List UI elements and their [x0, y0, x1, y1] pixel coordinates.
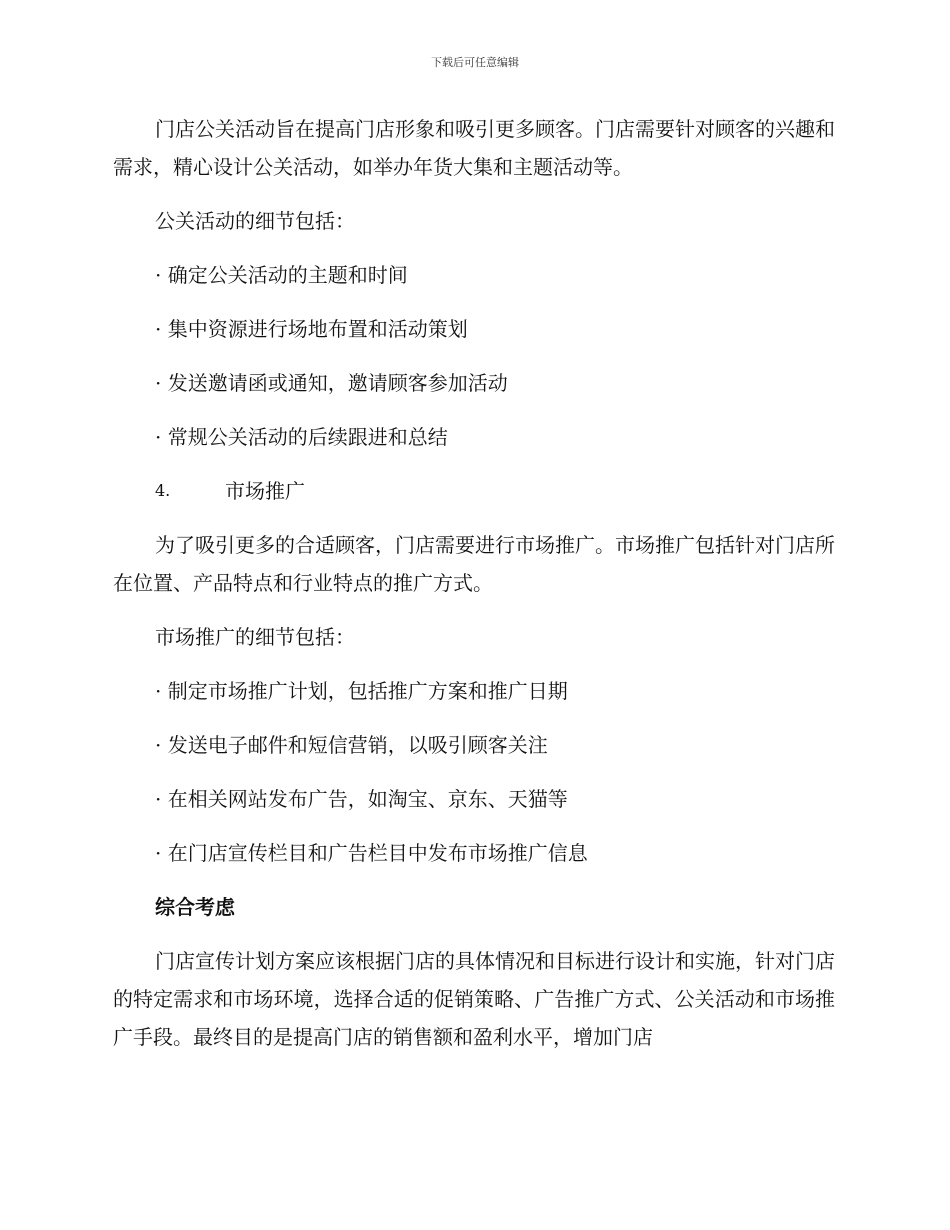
marketing-details-label: 市场推广的细节包括： — [155, 625, 355, 649]
pr-details-label: 公关活动的细节包括： — [155, 209, 355, 233]
section-number: 4. — [155, 481, 171, 500]
list-item: · 制定市场推广计划，包括推广方案和推广日期 — [155, 679, 568, 703]
list-item: · 在相关网站发布广告，如淘宝、京东、天猫等 — [155, 787, 568, 811]
list-item: · 常规公关活动的后续跟进和总结 — [155, 425, 448, 449]
paragraph-pr-intro: 门店公关活动旨在提高门店形象和吸引更多顾客。门店需要针对顾客的兴趣和需求，精心设计公关活动，如举办年货大集和主题活动等。 — [113, 117, 835, 179]
list-item: · 发送邀请函或通知，邀请顾客参加活动 — [155, 371, 508, 395]
section-heading — [113, 472, 835, 510]
section-title: 市场推广 — [225, 479, 305, 503]
list-item: · 集中资源进行场地布置和活动策划 — [155, 317, 468, 341]
list-item: · 确定公关活动的主题和时间 — [155, 263, 408, 287]
document-body — [113, 110, 835, 1056]
page-header: 下载后可任意编辑 — [431, 56, 519, 69]
paragraph-marketing-intro: 为了吸引更多的合适顾客，门店需要进行市场推广。市场推广包括针对门店所在位置、产品特点和行业特点的推广方式。 — [113, 533, 835, 595]
summary-heading: 综合考虑 — [155, 895, 235, 919]
list-item: · 发送电子邮件和短信营销，以吸引顾客关注 — [155, 733, 548, 757]
list-item: · 在门店宣传栏目和广告栏目中发布市场推广信息 — [155, 841, 588, 865]
paragraph-summary: 门店宣传计划方案应该根据门店的具体情况和目标进行设计和实施，针对门店的特定需求和市场环境，选择合适的促销策略、广告推广方式、公关活动和市场推广手段。最终目的是提高门店的销售额和盈利水平，增加门店 — [113, 949, 835, 1049]
